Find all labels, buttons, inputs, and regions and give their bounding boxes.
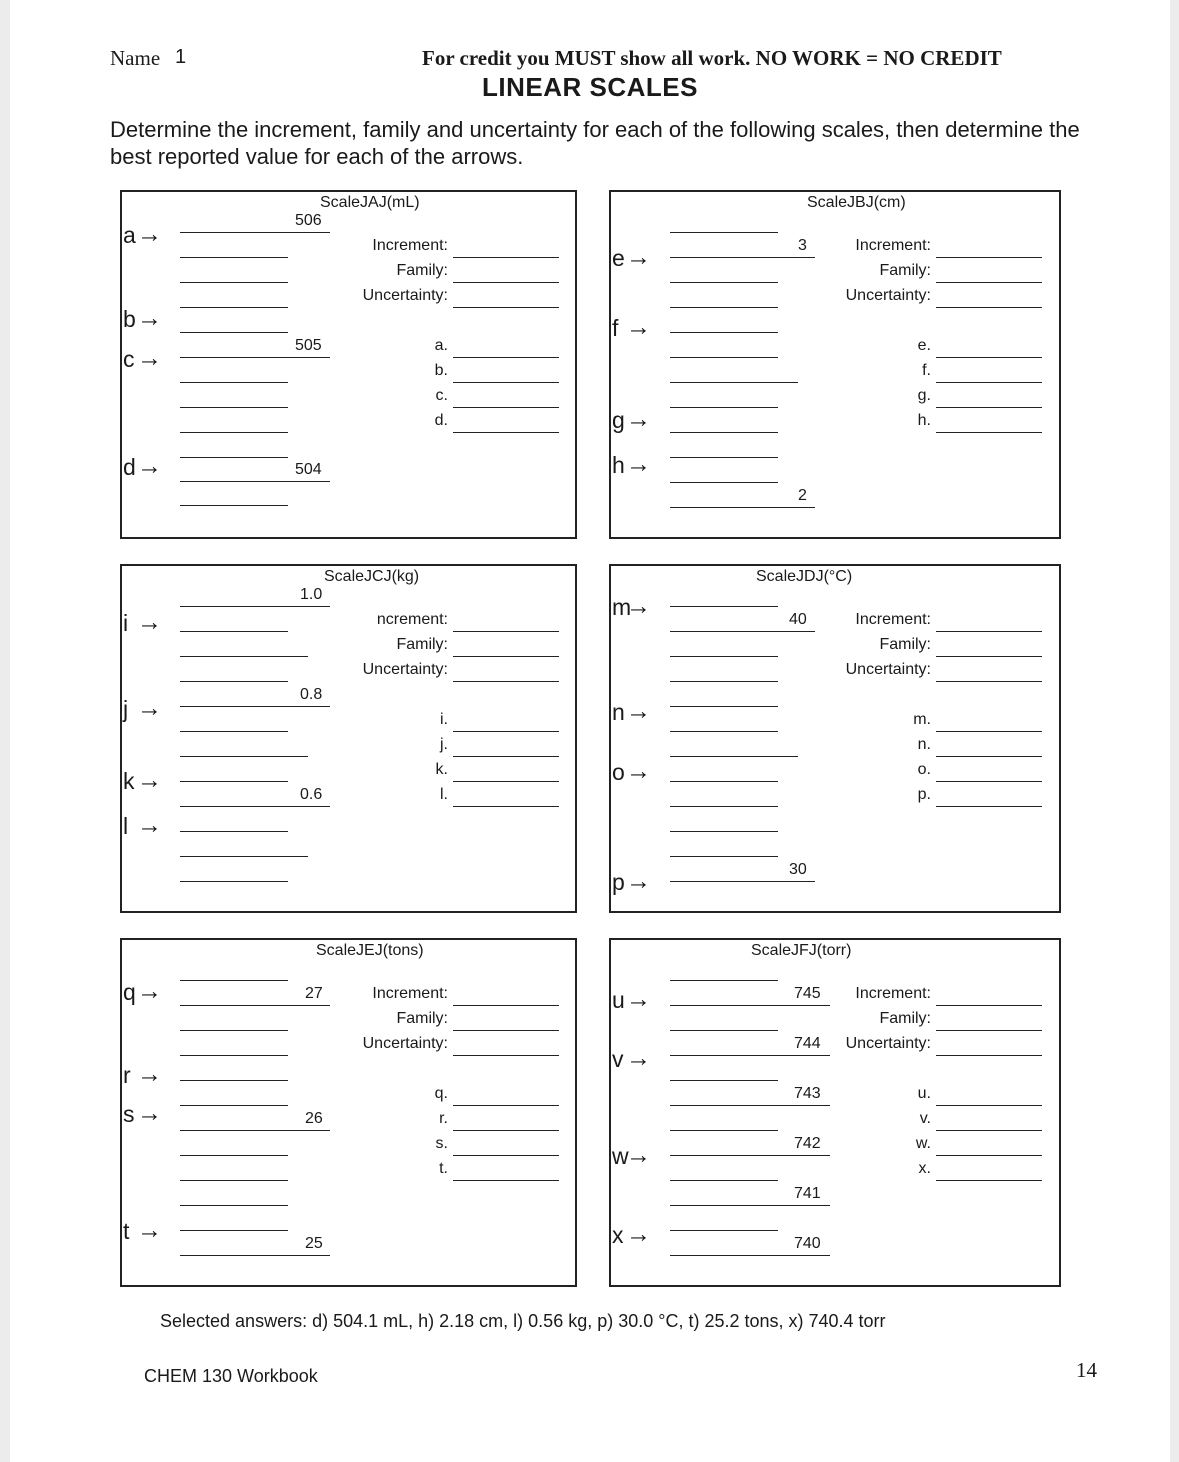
scale-major-tick [670,1105,830,1106]
scale-graduation [670,980,778,981]
arrow-letter: q [123,979,136,1005]
answer-label: x. [918,1160,931,1177]
field-label: Increment: [372,237,448,254]
scale-tick-label: 743 [794,1085,821,1102]
arrow-letter: o [612,759,625,785]
scale-major-tick [180,357,330,358]
scale-tick-label: 744 [794,1035,821,1052]
scale-major-tick [670,1055,830,1056]
answer-label: s. [435,1135,448,1152]
scale-title: ScaleJCJ(kg) [324,568,420,585]
field-label: Family: [396,1010,448,1027]
scale-major-tick [180,481,330,482]
scale-graduation [670,781,778,782]
answer-blank[interactable] [453,357,559,358]
scale-major-tick [670,507,815,508]
scale-tick-label: 742 [794,1135,821,1152]
scale-graduation [670,407,778,408]
answer-label: m. [913,711,931,728]
scale-graduation [670,806,778,807]
scale-graduation [670,307,778,308]
scale-major-tick [180,1255,330,1256]
arrow-letter: m [612,594,632,620]
scale-graduation [670,756,798,757]
scale-graduation [180,1080,288,1081]
arrow-letter: t [123,1218,130,1244]
scale-graduation [670,706,778,707]
answer-blank[interactable] [453,1155,559,1156]
arrow-icon: → [626,697,651,725]
scale-major-tick [180,1005,330,1006]
field-label: Family: [396,262,448,279]
arrow-letter: h [612,452,625,478]
arrow-icon: → [137,452,162,480]
answer-blank[interactable] [936,432,1042,433]
scale-graduation [670,482,778,483]
arrow-icon: → [137,344,162,372]
arrow-icon: → [626,405,651,433]
scale-tick-label: 30 [789,861,807,878]
scale-graduation [670,357,778,358]
answer-label: g. [917,387,931,404]
arrow-icon: → [626,867,651,895]
arrow-icon: → [137,766,162,794]
arrow-icon: → [626,243,651,271]
scale-major-tick [670,631,815,632]
answer-label: b. [434,362,448,379]
scale-graduation [670,282,778,283]
arrow-letter: a [123,222,136,248]
answer-label: k. [435,761,448,778]
arrow-letter: j [123,696,129,722]
scale-tick-label: 745 [794,985,821,1002]
arrow-letter: n [612,699,625,725]
arrow-icon: → [626,985,651,1013]
field-label: Family: [879,636,931,653]
answer-label: c. [435,387,448,404]
scale-tick-label: 26 [305,1110,323,1127]
field-label: Family: [879,262,931,279]
page-title: LINEAR SCALES [482,72,698,102]
arrow-letter: r [123,1062,131,1088]
scale-graduation [670,856,778,857]
answer-blank[interactable] [453,756,559,757]
scale-tick-label: 1.0 [300,586,323,603]
scale-graduation [180,1205,288,1206]
scale-graduation [180,1105,288,1106]
name-label: Name [110,46,161,70]
answer-label: o. [917,761,931,778]
scale-graduation [180,505,288,506]
scale-graduation [670,1080,778,1081]
arrow-icon: → [137,1216,162,1244]
answer-blank[interactable] [936,656,1042,657]
arrow-icon: → [137,694,162,722]
answer-blank[interactable] [453,1055,559,1056]
answer-blank[interactable] [453,382,559,383]
arrow-letter: v [612,1046,624,1072]
scale-tick-label: 0.8 [300,686,323,703]
answer-blank[interactable] [453,1130,559,1131]
answer-blank[interactable] [936,631,1042,632]
scale-tick-label: 504 [295,461,322,478]
answer-blank[interactable] [453,806,559,807]
answer-label: t. [439,1160,448,1177]
answer-blank[interactable] [936,282,1042,283]
instructions: Determine the increment, family and uncertainty for each of the following scales, then determine the best reported value for each of the arrows. [110,117,1080,169]
field-label: Increment: [372,985,448,1002]
scale-graduation [670,1030,778,1031]
answer-blank[interactable] [936,1180,1042,1181]
field-label: Uncertainty: [362,1035,448,1052]
scale-graduation [180,656,308,657]
scale-graduation [180,980,288,981]
scale-graduation [670,1230,778,1231]
scale-major-tick [180,706,330,707]
answer-blank[interactable] [453,257,559,258]
scale-graduation [670,681,778,682]
scale-tick-label: 505 [295,337,322,354]
arrow-icon: → [626,592,651,620]
scale-tick-label: 741 [794,1185,821,1202]
scale-major-tick [180,232,330,233]
field-label: Family: [879,1010,931,1027]
scale-graduation [180,432,288,433]
scale-graduation [670,606,778,607]
field-label: Increment: [855,985,931,1002]
answer-label: l. [440,786,448,803]
answer-label: p. [917,786,931,803]
answer-blank[interactable] [453,781,559,782]
arrow-letter: u [612,987,625,1013]
field-label: Uncertainty: [362,287,448,304]
answer-blank[interactable] [936,756,1042,757]
answer-blank[interactable] [936,681,1042,682]
answer-blank[interactable] [453,1105,559,1106]
scale-graduation [180,756,308,757]
field-label: ncrement: [376,611,448,628]
arrow-letter: g [612,407,625,433]
scale-title: ScaleJFJ(torr) [751,942,852,959]
answer-label: e. [917,337,931,354]
answer-blank[interactable] [936,1130,1042,1131]
scale-tick-label: 740 [794,1235,821,1252]
answer-label: r. [439,1110,448,1127]
scale-tick-label: 506 [295,212,322,229]
page-number: 14 [1076,1358,1097,1382]
scale-graduation [670,1130,778,1131]
arrow-icon: → [626,1044,651,1072]
scale-graduation [180,831,288,832]
scale-title: ScaleJAJ(mL) [320,194,420,211]
scale-graduation [670,457,778,458]
credit-note: For credit you MUST show all work. NO WORK = NO CREDIT [422,46,1002,70]
field-label: Increment: [855,611,931,628]
answer-blank[interactable] [936,357,1042,358]
answer-label: q. [434,1085,448,1102]
answer-label: h. [917,412,931,429]
answer-blank[interactable] [936,1030,1042,1031]
scale-graduation [180,731,288,732]
scale-graduation [180,681,288,682]
scale-graduation [180,781,288,782]
arrow-letter: k [123,768,135,794]
scale-graduation [180,382,288,383]
name-value: 1 [175,46,187,68]
arrow-icon: → [626,313,651,341]
scale-title: ScaleJEJ(tons) [316,942,424,959]
arrow-icon: → [137,1060,162,1088]
scale-graduation [670,382,798,383]
answer-blank[interactable] [936,731,1042,732]
arrow-letter: l [123,813,129,839]
answer-blank[interactable] [453,407,559,408]
answer-label: i. [440,711,448,728]
scale-major-tick [180,606,330,607]
arrow-letter: c [123,346,135,372]
arrow-letter: b [123,306,136,332]
answer-blank[interactable] [936,781,1042,782]
answer-label: a. [434,337,448,354]
answer-blank[interactable] [453,432,559,433]
scale-tick-label: 25 [305,1235,323,1252]
arrow-icon: → [137,977,162,1005]
scale-graduation [180,407,288,408]
scale-graduation [180,1030,288,1031]
scale-major-tick [180,806,330,807]
scale-major-tick [670,881,815,882]
scale-tick-label: 0.6 [300,786,323,803]
arrow-letter: f [612,315,619,341]
scale-tick-label: 2 [798,487,807,504]
scale-tick-label: 3 [798,237,807,254]
answer-label: d. [434,412,448,429]
field-label: Uncertainty: [362,661,448,678]
answer-blank[interactable] [936,407,1042,408]
answer-blank[interactable] [936,1105,1042,1106]
scale-major-tick [670,1255,830,1256]
scale-major-tick [670,1005,830,1006]
arrow-letter: s [123,1101,135,1127]
answer-label: j. [440,736,448,753]
arrow-icon: → [137,1099,162,1127]
scale-graduation [180,856,308,857]
answer-label: v. [919,1110,931,1127]
arrow-icon: → [137,304,162,332]
arrow-letter: x [612,1222,624,1248]
selected-answers: Selected answers: d) 504.1 mL, h) 2.18 cm, l) 0.56 kg, p) 30.0 °C, t) 25.2 tons, x) 740.4 torr [160,1311,886,1331]
answer-label: f. [922,362,931,379]
answer-blank[interactable] [936,806,1042,807]
arrow-icon: → [137,220,162,248]
scale-graduation [180,1180,288,1181]
answer-blank[interactable] [453,307,559,308]
scale-graduation [180,307,288,308]
scale-graduation [670,731,778,732]
scale-graduation [180,1055,288,1056]
scale-major-tick [670,1205,830,1206]
field-label: Family: [396,636,448,653]
arrow-icon: → [626,1220,651,1248]
scale-graduation [180,1155,288,1156]
arrow-letter: p [612,869,625,895]
scale-graduation [670,1180,778,1181]
answer-blank[interactable] [453,656,559,657]
scale-graduation [180,257,288,258]
scale-title: ScaleJDJ(°C) [756,568,853,585]
scale-tick-label: 27 [305,985,323,1002]
scale-graduation [670,831,778,832]
arrow-icon: → [137,608,162,636]
arrow-letter: i [123,610,129,636]
scale-graduation [180,332,288,333]
arrow-letter: w [612,1143,629,1169]
field-label: Uncertainty: [845,287,931,304]
answer-blank[interactable] [453,1030,559,1031]
scale-tick-label: 40 [789,611,807,628]
scale-graduation [180,631,288,632]
scale-graduation [180,1230,288,1231]
arrow-icon: → [137,811,162,839]
arrow-letter: e [612,245,625,271]
answer-blank[interactable] [936,1055,1042,1056]
answer-blank[interactable] [936,1005,1042,1006]
scale-graduation [670,432,778,433]
arrow-icon: → [626,757,651,785]
scale-major-tick [670,257,815,258]
answer-blank[interactable] [936,307,1042,308]
arrow-letter: d [123,454,136,480]
scale-graduation [670,232,778,233]
scale-graduation [180,457,288,458]
field-label: Increment: [855,237,931,254]
answer-label: n. [917,736,931,753]
answer-label: w. [915,1135,931,1152]
workbook-label: CHEM 130 Workbook [144,1366,318,1386]
arrow-icon: → [626,1141,651,1169]
answer-blank[interactable] [453,681,559,682]
scale-graduation [670,656,778,657]
field-label: Uncertainty: [845,1035,931,1052]
answer-blank[interactable] [453,1180,559,1181]
scale-graduation [670,332,778,333]
scale-title: ScaleJBJ(cm) [807,194,906,211]
scale-major-tick [180,1130,330,1131]
answer-blank[interactable] [936,1155,1042,1156]
answer-blank[interactable] [453,631,559,632]
answer-blank[interactable] [936,382,1042,383]
answer-blank[interactable] [453,731,559,732]
answer-blank[interactable] [453,1005,559,1006]
scale-major-tick [670,1155,830,1156]
scale-graduation [180,282,288,283]
answer-blank[interactable] [453,282,559,283]
field-label: Uncertainty: [845,661,931,678]
worksheet-page [10,0,1170,1462]
arrow-icon: → [626,450,651,478]
answer-label: u. [917,1085,931,1102]
answer-blank[interactable] [936,257,1042,258]
scale-graduation [180,881,288,882]
